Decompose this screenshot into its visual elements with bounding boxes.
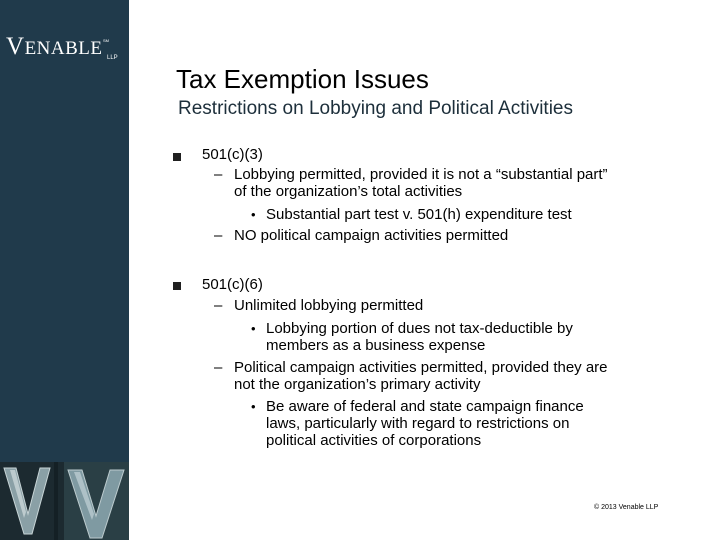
bullet-line: members as a business expense: [266, 337, 486, 354]
section-heading: 501(c)(6): [202, 276, 263, 293]
logo-llp: LLP: [107, 55, 118, 61]
bullet-line: laws, particularly with regard to restrictions on: [266, 415, 570, 432]
sidebar-panel: [0, 0, 129, 540]
dot-marker: •: [251, 321, 256, 336]
sub-item-line: Unlimited lobbying permitted: [234, 297, 424, 314]
sub-item-line: Lobbying permitted, provided it is not a “substantial part”: [234, 166, 608, 183]
logo-service-mark: SM: [103, 38, 109, 43]
venable-v-photo: [0, 462, 129, 540]
copyright-notice: © 2013 Venable LLP: [594, 504, 659, 511]
dash-marker: –: [214, 297, 223, 314]
sub-item-line: NO political campaign activities permitted: [234, 227, 509, 244]
slide-subtitle: Restrictions on Lobbying and Political Activities: [178, 98, 573, 119]
sub-item-line: not the organization’s primary activity: [234, 376, 481, 393]
dash-marker: –: [214, 227, 223, 244]
bullet-square-icon: [173, 153, 181, 161]
bullet-line: Substantial part test v. 501(h) expenditure test: [266, 206, 572, 223]
sub-item-line: of the organization’s total activities: [234, 183, 463, 200]
venable-logo: VENABLE: [6, 33, 103, 60]
bullet-line: Be aware of federal and state campaign finance: [266, 398, 584, 415]
slide-title: Tax Exemption Issues: [176, 64, 429, 94]
bullet-square-icon: [173, 282, 181, 290]
dot-marker: •: [251, 207, 256, 222]
section-heading: 501(c)(3): [202, 146, 263, 163]
dash-marker: –: [214, 359, 223, 376]
bullet-line: Lobbying portion of dues not tax-deductible by: [266, 320, 573, 337]
dot-marker: •: [251, 399, 256, 414]
bullet-line: political activities of corporations: [266, 432, 482, 449]
sub-item-line: Political campaign activities permitted, provided they are: [234, 359, 608, 376]
dash-marker: –: [214, 166, 223, 183]
